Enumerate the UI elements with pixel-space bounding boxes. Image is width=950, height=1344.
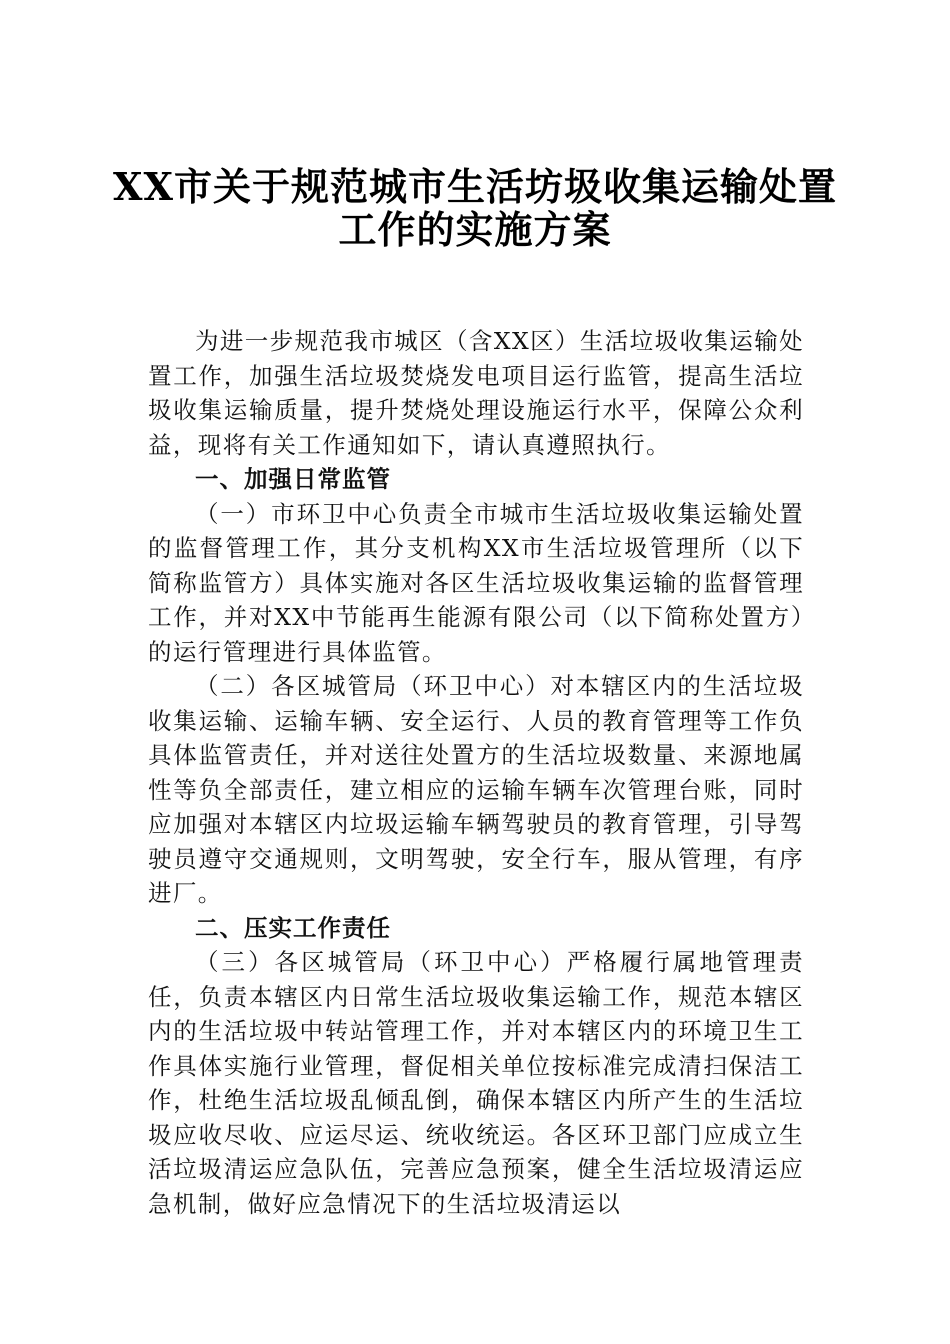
section1-paragraph-2: （二）各区城管局（环卫中心）对本辖区内的生活垃圾收集运输、运输车辆、安全运行、人员的教育管理等工作负具体监管责任，并对送往处置方的生活垃圾数量、来源地属性等负全部责任，建立相应的运输车辆车次管理台账，同时应加强对本辖区内垃圾运输车辆驾驶员的教育管理，引导驾驶员遵守交通规则，文明驾驶，安全行车，服从管理，有序进厂。 [148,672,804,907]
document-title-line1: XX市关于规范城市生活坊圾收集运输处置 [113,164,837,209]
intro-paragraph: 为进一步规范我市城区（含XX区）生活垃圾收集运输处置工作，加强生活垃圾焚烧发电项目运行监管，提高生活垃圾收集运输质量，提升焚烧处理设施运行水平，保障公众利益，现将有关工作通知如下，请认真遵照执行。 [148,327,804,459]
document-title-line2: 工作的实施方案 [338,207,612,252]
section1-paragraph-1: （一）市环卫中心负责全市城市生活垃圾收集运输处置的监督管理工作，其分支机构XX市生活垃圾管理所（以下简称监管方）具体实施对各区生活垃圾收集运输的监督管理工作，并对XX中节能再生能源有限公司（以下简称处置方）的运行管理进行具体监管。 [148,499,804,666]
section-heading-2: 二、压实工作责任 [195,913,391,942]
document-body [148,324,804,1221]
section2-paragraph-1: （三）各区城管局（环卫中心）严格履行属地管理责任，负责本辖区内日常生活垃圾收集运输工作，规范本辖区内的生活垃圾中转站管理工作，并对本辖区内的环境卫生工作具体实施行业管理，督促相关单位按标准完成清扫保洁工作，杜绝生活垃圾乱倾乱倒，确保本辖区内所产生的生活垃圾应收尽收、应运尽运、统收统运。各区环卫部门应成立生活垃圾清运应急队伍，完善应急预案，健全生活垃圾清运应急机制，做好应急情况下的生活垃圾清运以 [148,948,804,1218]
section-heading-1: 一、加强日常监管 [195,465,391,493]
